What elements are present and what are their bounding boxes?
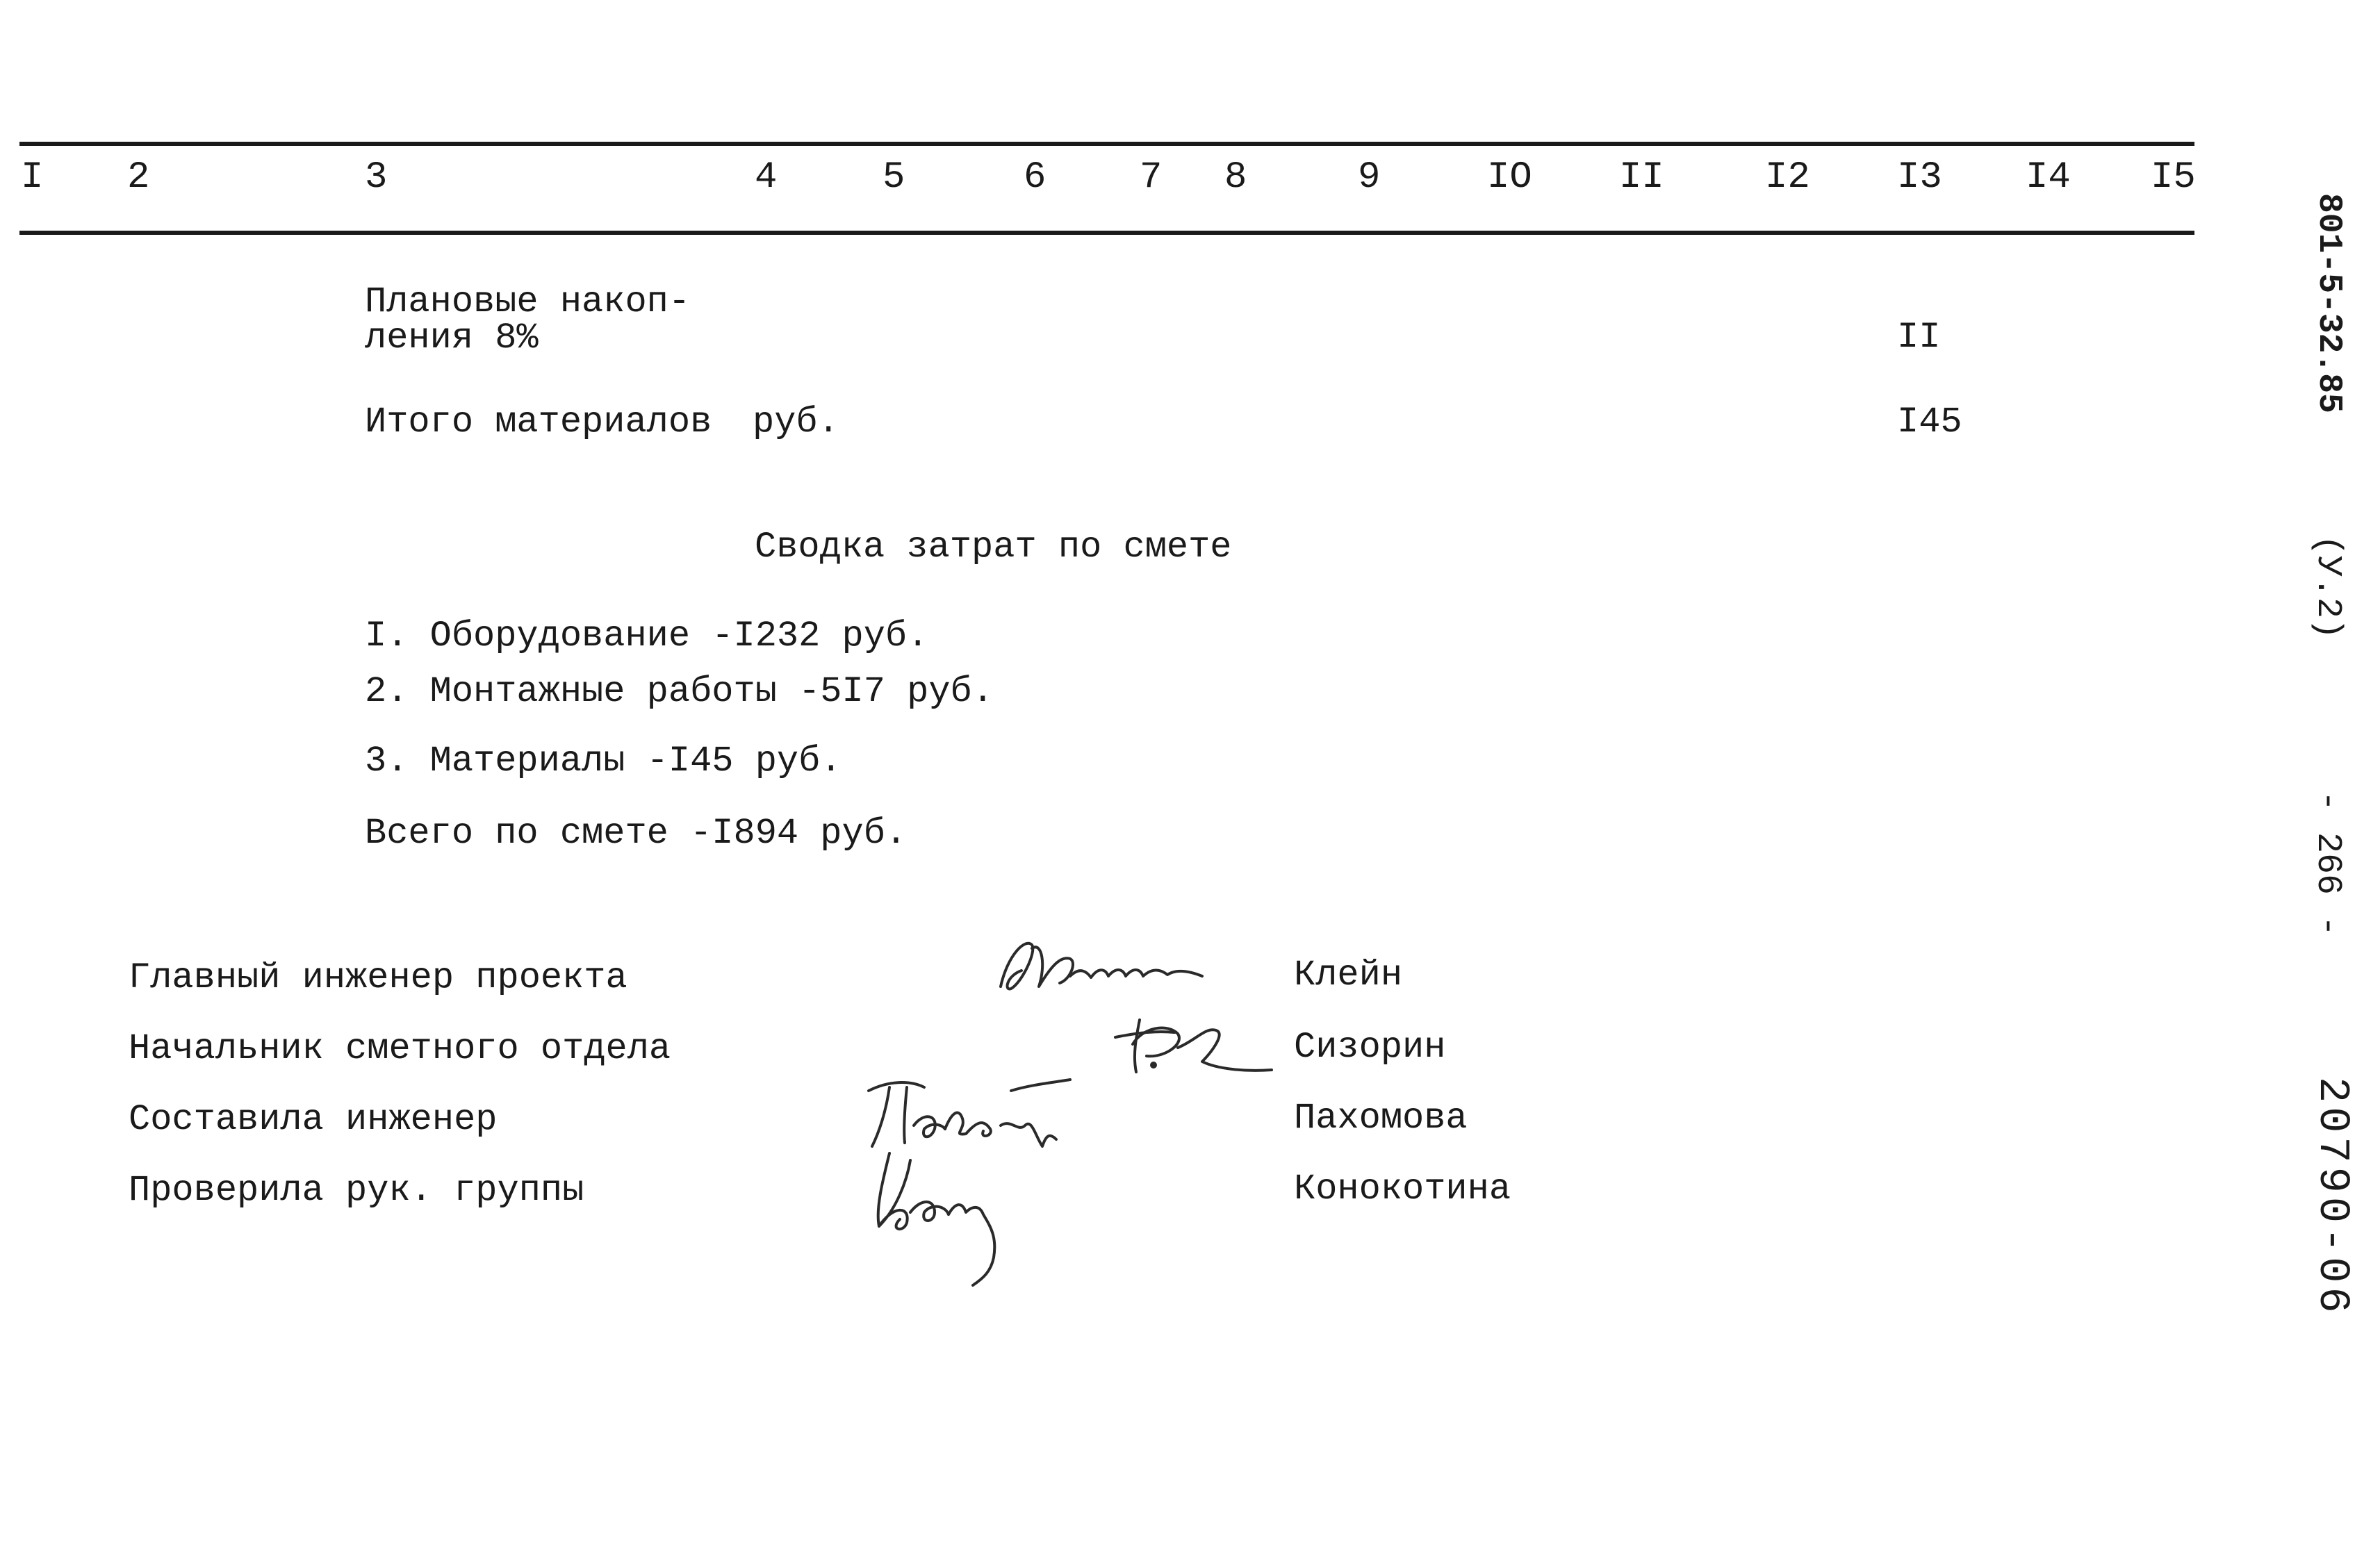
column-number: 5 (883, 156, 905, 199)
row-value: I45 (1897, 402, 1962, 443)
column-number: I5 (2151, 156, 2196, 199)
summary-total: Всего по смете -I894 руб. (365, 813, 908, 854)
page-number: - 266 - (2308, 791, 2347, 937)
row-value: II (1897, 317, 1941, 358)
column-number: 8 (1224, 156, 1247, 199)
signer-name: Клейн (1294, 955, 1403, 996)
signer-role: Проверила рук. группы (129, 1170, 584, 1211)
column-number: I (21, 156, 44, 199)
handwritten-signature-konokotina (869, 1139, 1035, 1278)
signer-name: Конокотина (1294, 1169, 1511, 1210)
document-code: 801-5-32.85 (2310, 193, 2347, 413)
column-number: II (1619, 156, 1664, 199)
signer-role: Начальник сметного отдела (129, 1028, 671, 1069)
column-number: IO (1487, 156, 1532, 199)
row-name-line2: ления 8% (365, 317, 539, 358)
signer-name: Сизорин (1294, 1027, 1446, 1068)
column-number: 3 (365, 156, 388, 199)
column-number: I4 (2026, 156, 2071, 199)
signer-role: Главный инженер проекта (129, 957, 627, 998)
archive-number: 20790-06 (2308, 1077, 2357, 1317)
summary-item: I. Оборудование -I232 руб. (365, 616, 929, 657)
row-name-line1: Плановые накоп- (365, 281, 691, 322)
column-number: 6 (1024, 156, 1047, 199)
summary-item: 3. Материалы -I45 руб. (365, 741, 842, 782)
column-number: 2 (127, 156, 150, 199)
table-top-rule (19, 142, 2194, 146)
row-name: Итого материалов (365, 402, 712, 443)
column-number: 9 (1358, 156, 1381, 199)
section-marker: (У.2) (2308, 535, 2347, 640)
column-number: 7 (1140, 156, 1163, 199)
row-unit: руб. (753, 402, 839, 443)
column-number: 4 (755, 156, 778, 199)
summary-item: 2. Монтажные работы -5I7 руб. (365, 671, 994, 712)
table-header-bottom-rule (19, 231, 2194, 235)
signer-role: Составила инженер (129, 1099, 498, 1140)
column-number: I2 (1765, 156, 1810, 199)
handwritten-signature-sizorin (1112, 1006, 1279, 1082)
handwritten-signature-klein (994, 927, 1216, 1004)
signer-name: Пахомова (1294, 1098, 1468, 1139)
column-number: I3 (1897, 156, 1942, 199)
summary-title: Сводка затрат по смете (755, 527, 1232, 568)
